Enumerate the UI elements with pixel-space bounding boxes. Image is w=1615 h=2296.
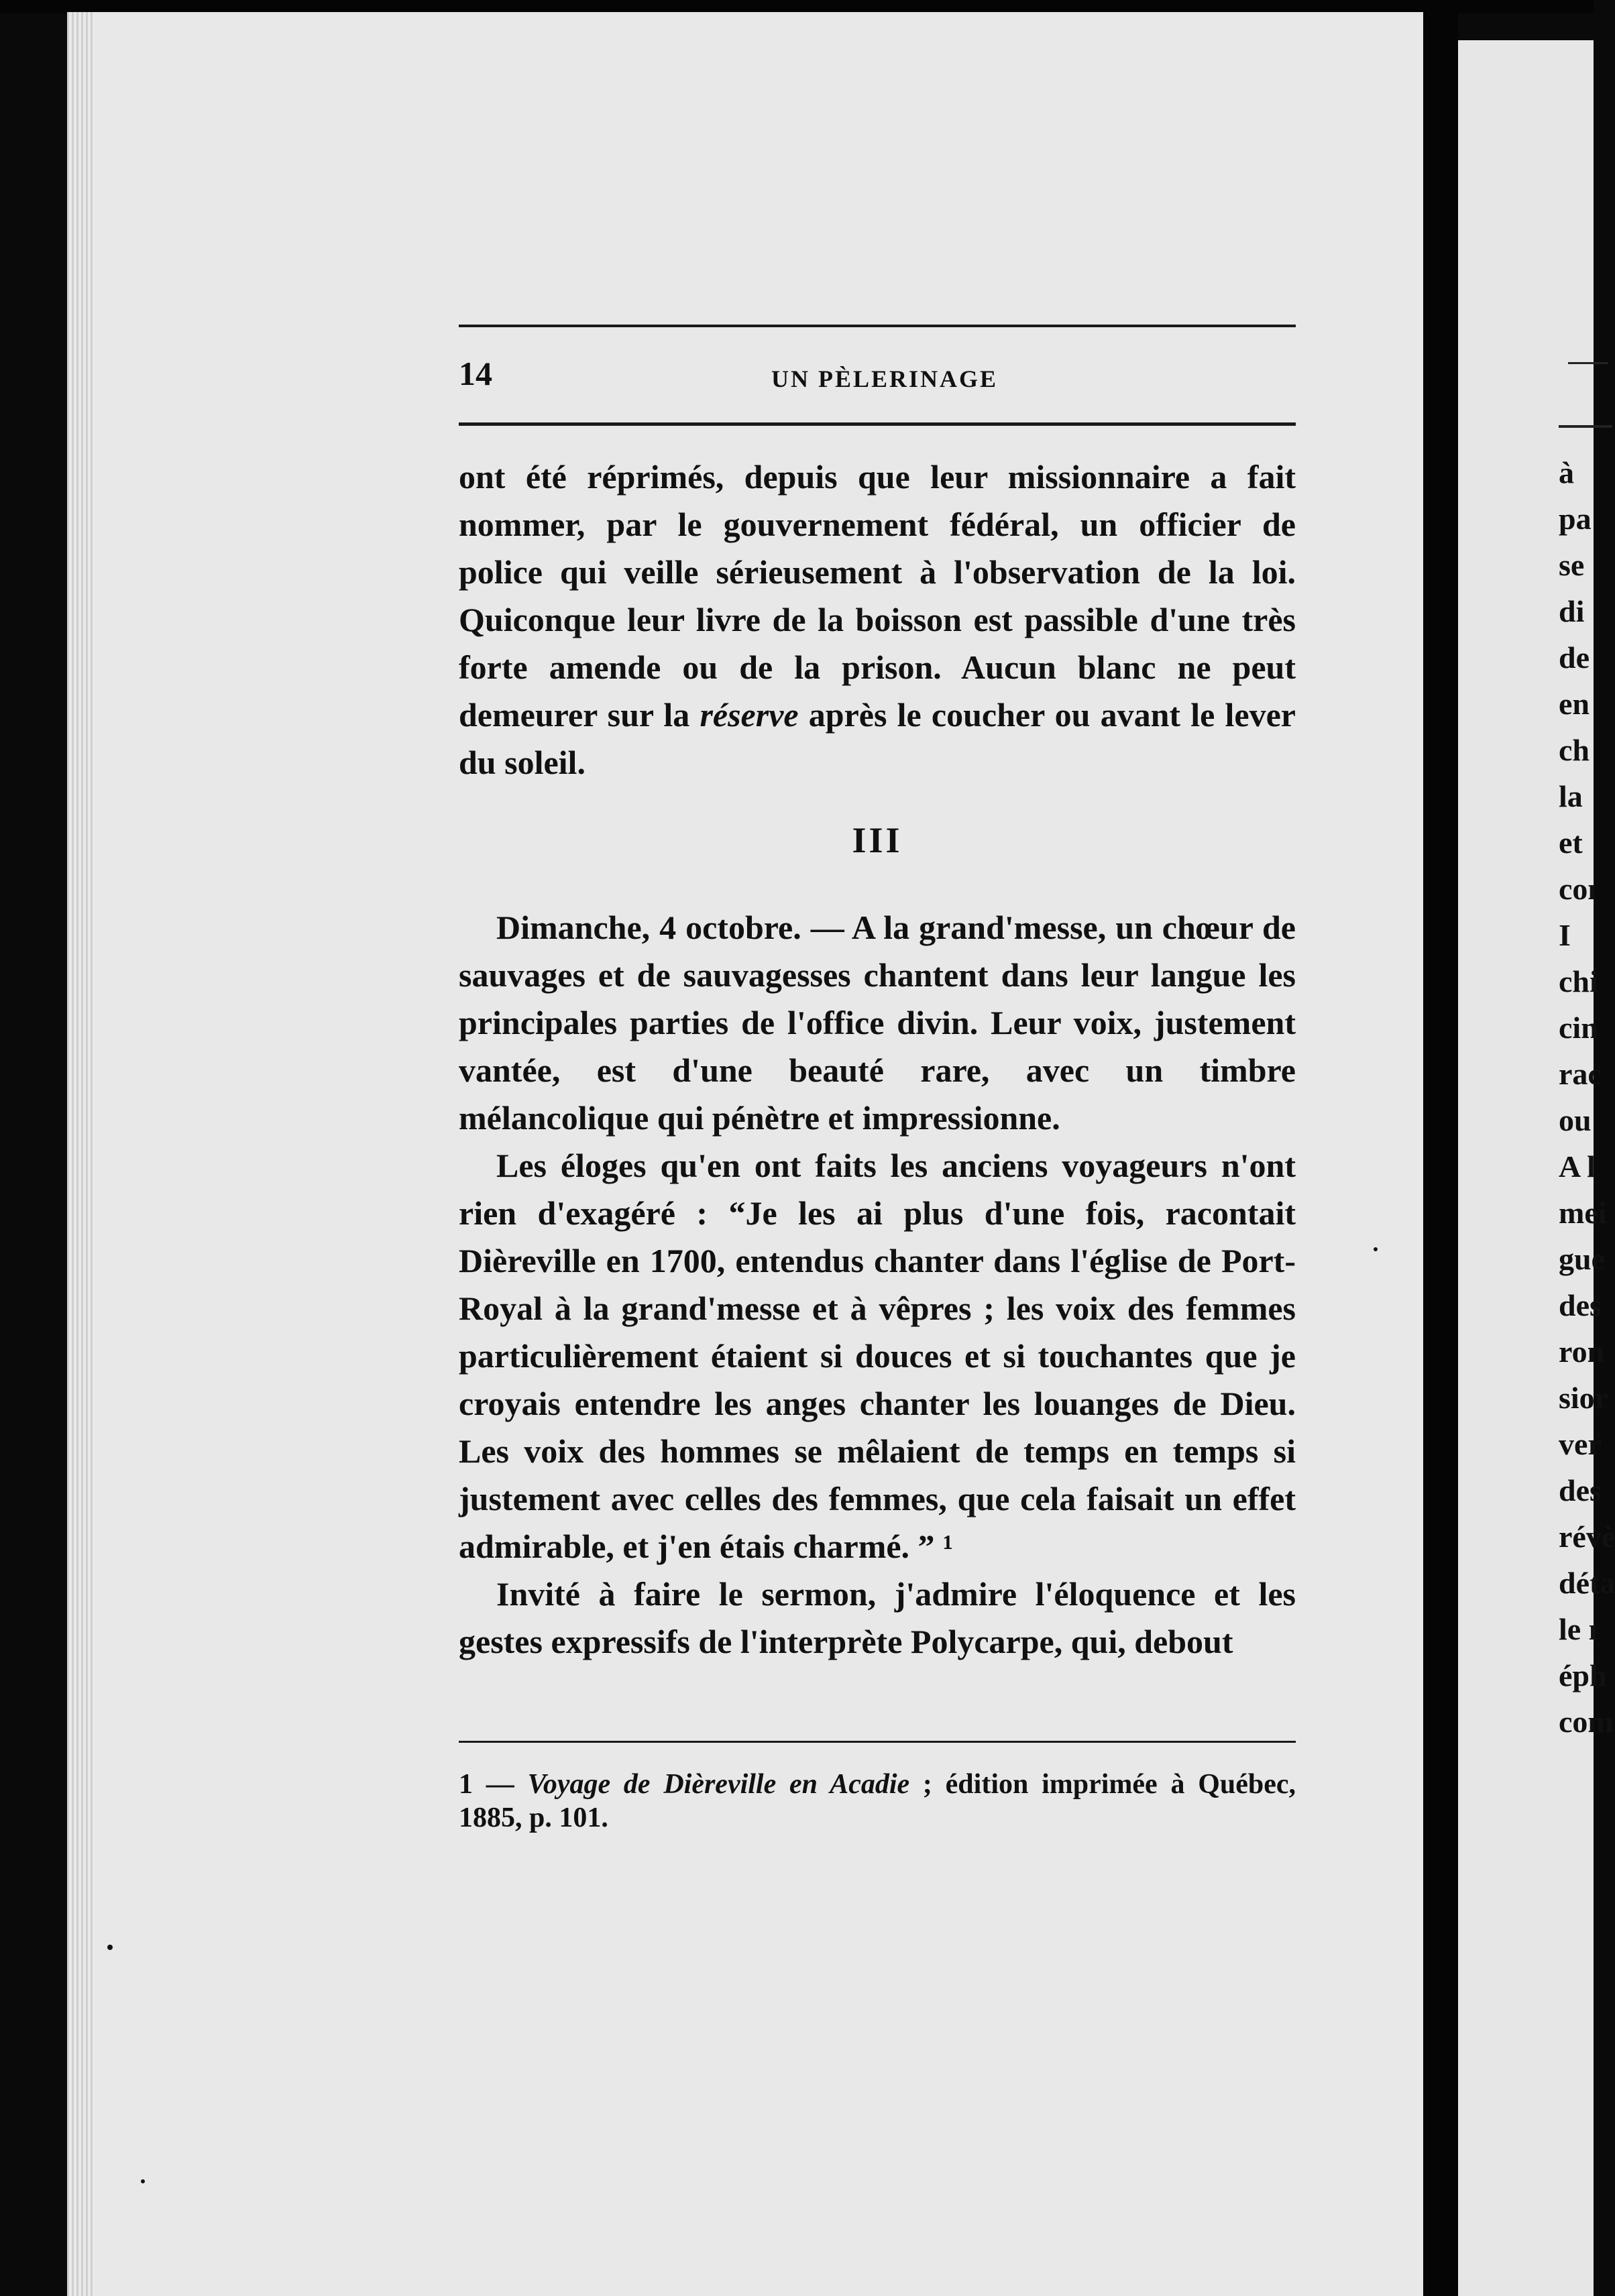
- facing-page-line: gue: [1559, 1242, 1605, 1276]
- facing-page-line: et: [1559, 825, 1583, 860]
- facing-page-line: sior: [1559, 1381, 1609, 1415]
- paragraph-text: ont été réprimés, depuis que leur missionnaire a fait nommer, par le gouvernement fédéral, un officier de police qui veille sérieusement à l'observation de la loi. Quiconque leur livre de la boisson est passible d'une très forte amende ou de la prison. Aucun blanc ne peut demeurer sur la: [459, 458, 1296, 734]
- scan-speck: [141, 2179, 145, 2183]
- header-rule-bottom: [459, 422, 1296, 426]
- paragraph: Les éloges qu'en ont faits les anciens voyageurs n'ont rien d'exagéré : “Je les ai plus d'une fois, racontait Dièreville en 1700, entendus chanter dans l'église de Port-Royal à la grand'messe et à vêpres ; les voix des femmes particulièrement étaient si douces et si touchantes que je croyais entendre les anges chanter les louanges de Dieu. Les voix des hommes se mêlaient de temps en temps si justement avec celles des femmes, que cela faisait un effet admirable, et j'en étais charmé. ” ¹: [459, 1147, 1296, 1565]
- facing-page-line: I: [1559, 918, 1571, 952]
- facing-page-line: mei: [1559, 1196, 1607, 1230]
- section-heading: III: [852, 820, 903, 860]
- facing-page-line: la: [1559, 779, 1583, 813]
- facing-page-line: révè: [1559, 1519, 1615, 1554]
- paragraph: [459, 453, 1296, 787]
- facing-page-line: rac: [1559, 1057, 1602, 1091]
- facing-page-line: coı: [1559, 872, 1597, 906]
- facing-page-line: se: [1559, 548, 1585, 582]
- facing-page-line: A l: [1559, 1149, 1596, 1184]
- facing-page-line: chi: [1559, 964, 1598, 998]
- body-text-top: [459, 453, 1296, 787]
- facing-page-line: de: [1559, 640, 1590, 675]
- facing-page-line: cin: [1559, 1011, 1598, 1045]
- facing-page-line: ou: [1559, 1103, 1592, 1137]
- body-text-main: [459, 904, 1296, 1666]
- footnote-text: ; édition imprimée à Québec, 1885, p. 101.: [459, 1769, 1296, 1833]
- paragraph: Invité à faire le sermon, j'admire l'éloquence et les gestes expressifs de l'interprète Polycarpe, qui, debout: [459, 1575, 1296, 1660]
- facing-page-line: le ı: [1559, 1612, 1598, 1646]
- scan-speck: [107, 1945, 113, 1950]
- facing-page-line: éph: [1559, 1658, 1607, 1692]
- footnote-title: Voyage de Dièreville en Acadie: [527, 1769, 910, 1800]
- running-title: UN PÈLERINAGE: [771, 365, 999, 392]
- facing-page-line: des: [1559, 1288, 1602, 1322]
- scan-speck: [1374, 1247, 1378, 1251]
- header-rule-top: [459, 325, 1296, 327]
- paragraph: Dimanche, 4 octobre. — A la grand'messe, un chœur de sauvages et de sauvagesses chantent dans leur langue les principales parties de l'office divin. Leur voix, justement vantée, est d'une beauté rare, avec un timbre mélancolique qui pénètre et impressionne.: [459, 909, 1296, 1137]
- footnote-marker: 1 —: [459, 1769, 514, 1800]
- facing-page-line: déta: [1559, 1566, 1615, 1600]
- facing-page-line: com: [1559, 1705, 1614, 1739]
- italic-term: réserve: [700, 696, 799, 734]
- footnote: [459, 1768, 1296, 1835]
- footnote-rule: [459, 1741, 1296, 1743]
- facing-page-line: en: [1559, 687, 1590, 721]
- facing-page-line: à: [1559, 455, 1574, 490]
- facing-page-line: di: [1559, 594, 1585, 628]
- facing-page-line: des: [1559, 1473, 1602, 1507]
- facing-page-line: ch: [1559, 733, 1590, 767]
- facing-page-line: pa: [1559, 502, 1592, 536]
- paragraph-text: après le coucher ou avant le lever du soleil.: [459, 696, 1296, 781]
- page-number: 14: [459, 355, 492, 392]
- facing-page-line: ron: [1559, 1334, 1605, 1369]
- facing-page-line: ver: [1559, 1427, 1602, 1461]
